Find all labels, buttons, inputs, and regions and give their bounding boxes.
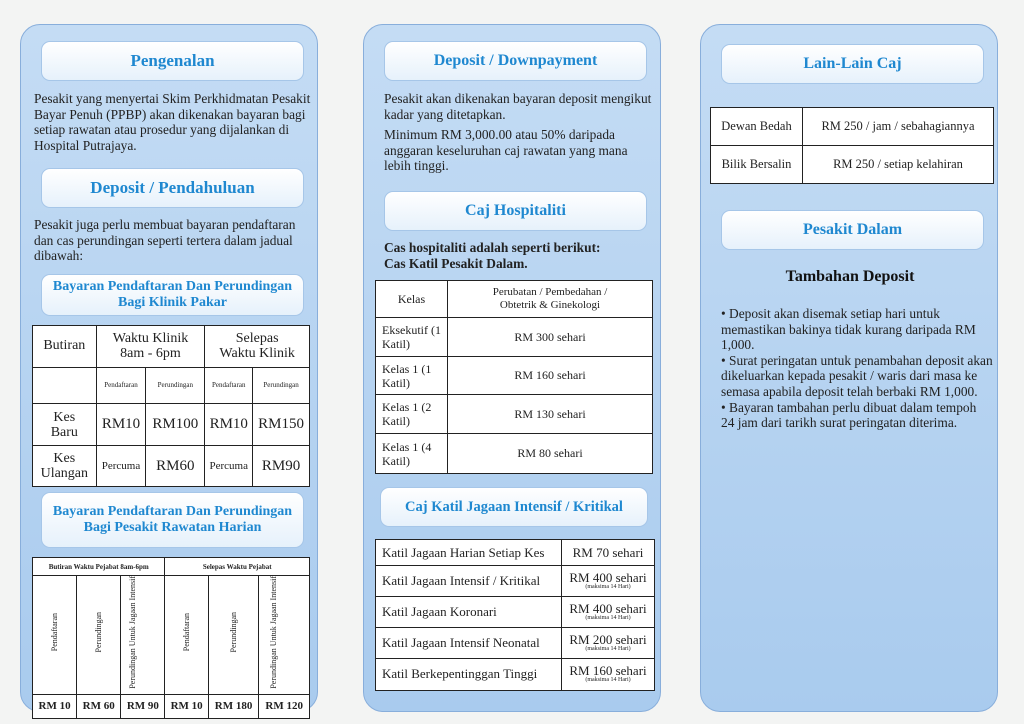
cas-katil-table: Kelas Perubatan / Pembedahan / Obtetrik & Ginekologi Eksekutif (1 Katil) RM 300 sehari Kelas 1 (1 Katil) RM 160 sehari Kelas 1 (2 Katil) RM 130 sehari Kelas 1 (4 Katil) RM 80 sehari: [375, 280, 653, 474]
list-item: • Deposit akan disemak setiap hari untuk memastikan bakinya tidak kurang daripada RM 1,000.: [721, 306, 976, 353]
tambahan-deposit-title: Tambahan Deposit: [785, 268, 915, 285]
lain-lain-caj-heading: Lain-Lain Caj: [721, 44, 984, 84]
table-row: RM 10 RM 60 RM 90 RM 10 RM 180 RM 120: [33, 694, 310, 718]
caj-hospitaliti-heading: Caj Hospitaliti: [384, 191, 647, 231]
klinik-pakar-heading: Bayaran Pendaftaran Dan Perundingan Bagi Klinik Pakar: [41, 274, 304, 316]
jagaan-intensif-table: [375, 539, 655, 691]
table-row: Katil Jagaan Intensif Neonatal RM 200 sehari (maksima 14 Hari): [376, 627, 655, 658]
selepas-waktu-pejabat-header: Selepas Waktu Pejabat: [165, 558, 310, 576]
klinik-pakar-table: [32, 325, 310, 487]
deposit-p2: Minimum RM 3,000.00 atau 50% daripada anggaran keseluruhan caj rawatan yang mana lebih tinggi.: [384, 127, 628, 174]
pesakit-dalam-heading: Pesakit Dalam: [721, 210, 984, 250]
table-row: Kelas 1 (4 Katil) RM 80 sehari: [376, 434, 653, 474]
lain-lain-caj-table: [710, 107, 994, 184]
table-row: Katil Jagaan Intensif / Kritikal RM 400 sehari (maksima 14 Hari): [376, 566, 655, 597]
perundingan-subheader: Perundingan: [253, 367, 310, 403]
pendaftaran-subheader: Pendaftaran: [96, 367, 146, 403]
list-item: • Surat peringatan untuk penambahan deposit akan dikeluarkan kepada pesakit / waris dari masa ke semasa apabila deposit telah berbaki RM 1,000.: [721, 352, 993, 399]
table-row: Kes Baru RM10 RM100 RM10 RM150: [33, 403, 310, 446]
waktu-pejabat-header: Butiran Waktu Pejabat 8am-6pm: [33, 558, 165, 576]
table-row: Bilik Bersalin RM 250 / setiap kelahiran: [711, 146, 994, 184]
list-item: • Bayaran tambahan perlu dibuat dalam tempoh 24 jam dari tarikh surat peringatan diterima.: [721, 399, 977, 431]
intro-text: Pesakit yang menyertai Skim Perkhidmatan Pesakit Bayar Penuh (PPBP) akan dikenakan bayaran bagi setiap rawatan atau prosedur yang dijalankan di Hospital Putrajaya.: [34, 91, 311, 153]
butiran-header: Butiran: [33, 326, 97, 368]
selepas-waktu-header: Selepas Waktu Klinik: [205, 326, 310, 368]
table-row: Kes Ulangan Percuma RM60 Percuma RM90: [33, 446, 310, 487]
deposit-pendahuluan-heading: Deposit / Pendahuluan: [41, 168, 304, 208]
caj-katil-intensif-heading: Caj Katil Jagaan Intensif / Kritikal: [380, 487, 648, 527]
table-row: Kelas 1 (1 Katil) RM 160 sehari: [376, 357, 653, 395]
hospitaliti-intro: Cas hospitaliti adalah seperti berikut: Cas Katil Pesakit Dalam.: [384, 240, 601, 271]
table-row: Katil Berkepentinggan Tinggi RM 160 sehari (maksima 14 Hari): [376, 658, 655, 690]
table-row: Kelas 1 (2 Katil) RM 130 sehari: [376, 395, 653, 434]
pendaftaran-subheader: Pendaftaran: [205, 367, 253, 403]
deposit-p1: Pesakit akan dikenakan bayaran deposit mengikut kadar yang ditetapkan.: [384, 91, 652, 122]
panel-left: [20, 24, 318, 712]
deposit-downpayment-heading: Deposit / Downpayment: [384, 41, 647, 81]
table-row: Katil Jagaan Harian Setiap Kes RM 70 sehari: [376, 540, 655, 566]
deposit-text: Pesakit juga perlu membuat bayaran pendaftaran dan cas perundingan seperti tertera dalam jadual dibawah:: [34, 217, 296, 264]
panel-middle: [363, 24, 661, 712]
table-row: Dewan Bedah RM 250 / jam / sebahagiannya: [711, 108, 994, 146]
table-row: Eksekutif (1 Katil) RM 300 sehari: [376, 318, 653, 357]
pengenalan-heading: Pengenalan: [41, 41, 304, 81]
rawatan-harian-heading: Bayaran Pendaftaran Dan Perundingan Bagi Pesakit Rawatan Harian: [41, 492, 304, 548]
waktu-klinik-header: Waktu Klinik 8am - 6pm: [96, 326, 205, 368]
rawatan-harian-table: Butiran Waktu Pejabat 8am-6pm Selepas Waktu Pejabat Pendaftaran Perundingan Perundingan Untuk Jagaan Intensif Pendaftaran Perundingan Perundingan Untuk Jagaan Intensif RM 10 RM 60 RM 90 RM 10 RM 180 RM 120: [32, 557, 310, 719]
panel-right: [700, 24, 998, 712]
bullet-list: [721, 306, 993, 431]
perundingan-subheader: Perundingan: [146, 367, 205, 403]
table-row: Katil Jagaan Koronari RM 400 sehari (maksima 14 Hari): [376, 597, 655, 627]
